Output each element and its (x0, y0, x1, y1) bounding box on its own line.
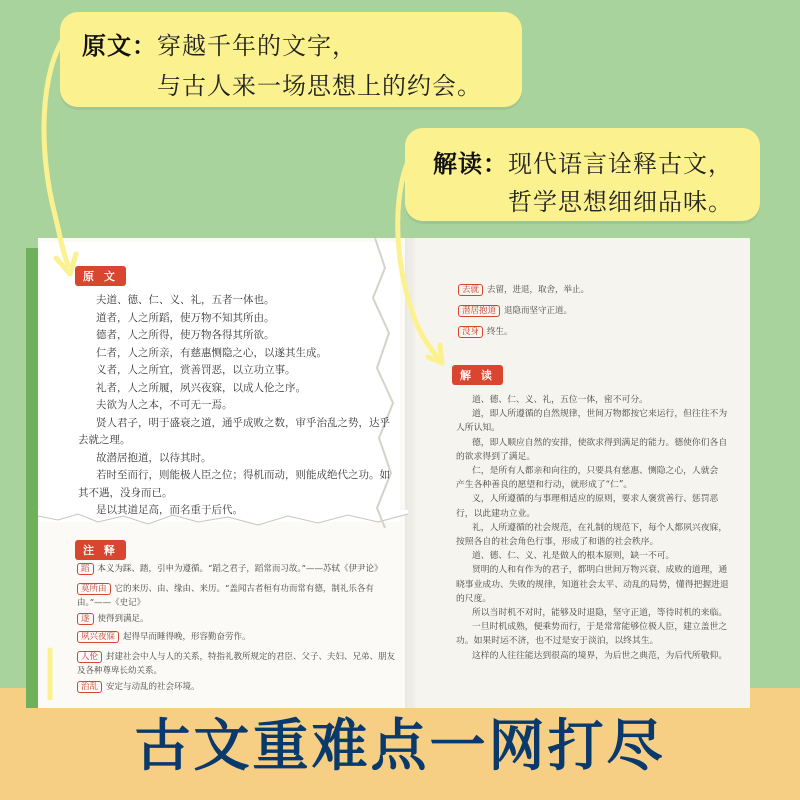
note-term: 夙兴夜寐 (77, 631, 119, 643)
note-term: 蹈 (77, 563, 94, 575)
reading-line: 德，即人顺应自然的安排，使欲求得到满足的能力。德使你们各自 (472, 437, 728, 448)
original-line: 仁者，人之所亲，有慈惠恻隐之心，以遂其生成。 (96, 346, 327, 359)
reading-line: 这样的人往往能达到很高的境界，为后世之典范，为后代所敬仰。 (472, 650, 728, 661)
reading-line: 行，以此建功立业。 (456, 508, 536, 519)
original-line: 义者，人之所宜，赏善罚恶，以立功立事。 (96, 364, 296, 376)
reading-callout-key: 解读： (433, 150, 508, 178)
note-text: 封建社会中人与人的关系，特指礼教所规定的君臣、父子、夫妇、兄弟、朋友及各种尊卑长幼关系。 (77, 652, 396, 676)
right-term-item (458, 304, 572, 316)
reading-line: 人所认知。 (456, 423, 500, 434)
reading-line: 道、德、仁、义、礼，五位一体，密不可分。 (472, 395, 648, 405)
right-term: 去就 (458, 284, 483, 296)
original-line: 贤人君子，明于盛衰之道，通乎成败之数，审乎治乱之势，达乎 (96, 416, 390, 429)
right-term-item (458, 283, 589, 295)
reading-line: 晓事业成功、失败的规律，知道社会太平、动乱的局势，懂得把握进退 (456, 579, 729, 590)
original-line: 若时至而行，则能极人臣之位；得机而动，则能成绝代之功。如 (96, 469, 390, 481)
reading-line: 贤明的人和有作为的君子，都明白世间万物兴衰、成败的道理，通 (472, 565, 728, 576)
note-text: 本义为踩、踏，引申为遵循。“蹈之君子，蹈常而习故。”——苏轼《伊尹论》 (97, 564, 383, 574)
original-line: 故潜居抱道，以待其时。 (96, 451, 212, 464)
note-item (77, 562, 397, 576)
banner-title: 古文重难点一网打尽 (134, 714, 666, 779)
original-callout-line2: 与古人来一场思想上的约会。 (157, 72, 482, 100)
original-line: 是以其道足高，而名重于后代。 (96, 504, 243, 516)
reading-line: 的欲求得到了满足。 (456, 451, 536, 462)
reading-line: 产生各种善良的愿望和行动，就形成了“仁”。 (456, 480, 633, 491)
note-text: 安定与动乱的社会环境。 (106, 682, 200, 692)
reading-line: 按照各自的社会角色行事，形成了和谐的社会秩序。 (456, 537, 659, 547)
original-line: 夫欲为人之本，不可无一焉。 (96, 399, 233, 411)
right-term-text: 去留，进退，取舍，举止。 (487, 285, 590, 295)
reading-callout (405, 128, 760, 221)
reading-line: 道，即人所遵循的自然规律，世间万物都按它来运行，但往往不为 (472, 409, 728, 420)
reading-line: 礼，人所遵循的社会规范，在礼制的规范下，每个人都夙兴夜寐， (472, 522, 728, 533)
original-line: 夫道、德、仁、义、礼，五者一体也。 (96, 294, 275, 306)
note-term: 莫所由 (77, 583, 111, 595)
note-term: 人伦 (77, 651, 102, 663)
original-line: 其不遇，没身而已。 (78, 486, 173, 499)
reading-line: 义，人所遵循的与事理相适应的原则，要求人褒赏善行、惩罚恶 (472, 494, 719, 505)
notes-arrow-icon (40, 640, 60, 700)
original-callout-key: 原文： (82, 32, 157, 60)
reading-line: 一旦时机成熟，便乘势而行，于是常常能够位极人臣，建立盖世之 (472, 622, 728, 633)
note-item (77, 680, 397, 694)
reading-line: 功。如果时运不济，也不过是安于淡泊，以终其生。 (456, 636, 659, 647)
original-line: 去就之理。 (78, 434, 131, 446)
note-item (77, 650, 397, 678)
reading-line: 道、德、仁、义、礼是做人的根本原则，缺一不可。 (472, 551, 675, 562)
reading-line: 所以当时机不对时，能够及时退隐，坚守正道，等待时机的来临。 (472, 608, 728, 618)
right-term: 潜居抱道 (458, 305, 500, 317)
right-term: 没身 (458, 326, 483, 338)
original-line: 德者，人之所得，使万物各得其所欲。 (96, 329, 275, 341)
note-text: 起得早而睡得晚，形容勤奋劳作。 (123, 632, 251, 642)
original-tag: 原 文 (75, 266, 126, 286)
note-text: 它的来历、由、缘由、来历。“盖闻古者桓有功而常有德，制礼乐各有由。”——《史记》 (77, 584, 374, 608)
note-item (77, 630, 397, 644)
note-text: 使得到满足。 (97, 614, 149, 624)
note-item (77, 582, 397, 610)
reading-line: 仁，是所有人都亲和向往的，只要具有慈惠、恻隐之心，人就会 (472, 466, 719, 476)
original-callout-line1: 穿越千年的文字， (157, 32, 357, 60)
original-line: 道者，人之所蹈，使万物不知其所由。 (96, 311, 275, 324)
notes-tag: 注 释 (75, 540, 126, 560)
right-term-text: 退隐而坚守正道。 (504, 306, 573, 316)
original-callout (60, 12, 522, 107)
reading-callout-line1: 现代语言诠释古文， (508, 150, 733, 178)
original-line: 礼者，人之所履，夙兴夜寐，以成人伦之序。 (96, 381, 306, 394)
right-term-item (458, 325, 513, 337)
reading-arrow-icon (392, 145, 452, 375)
right-term-text: 终生。 (487, 327, 513, 337)
note-term: 治乱 (77, 681, 102, 693)
reading-line: 的尺度。 (456, 593, 492, 604)
note-item (77, 612, 397, 626)
note-term: 遂 (77, 613, 94, 625)
reading-tag: 解 读 (452, 365, 503, 385)
original-arrow-icon (30, 30, 90, 280)
reading-callout-line2: 哲学思想细细品味。 (508, 188, 733, 216)
